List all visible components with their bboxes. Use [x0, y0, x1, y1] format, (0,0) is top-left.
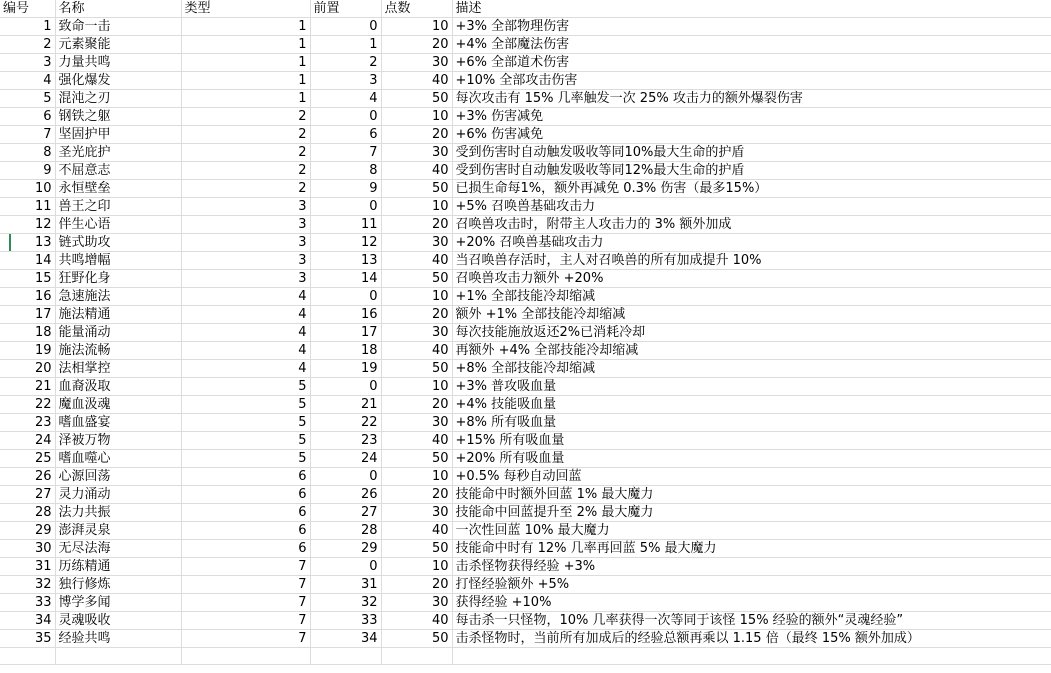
- desc-cell[interactable]: 击杀怪物获得经验 +3%: [452, 558, 1051, 576]
- id-cell[interactable]: 7: [0, 126, 55, 144]
- table-row: [0, 486, 1051, 504]
- points-cell[interactable]: 30: [381, 144, 452, 162]
- desc-cell[interactable]: 召唤兽攻击时，附带主人攻击力的 3% 额外加成: [452, 216, 1051, 234]
- id-cell[interactable]: 2: [0, 36, 55, 54]
- type-cell[interactable]: 2: [181, 144, 310, 162]
- prereq-cell[interactable]: 0: [310, 558, 381, 576]
- points-cell[interactable]: 40: [381, 252, 452, 270]
- table-row: [0, 558, 1051, 576]
- table-row: [0, 18, 1051, 36]
- desc-cell[interactable]: +8% 全部技能冷却缩减: [452, 360, 1051, 378]
- table-row: [0, 504, 1051, 522]
- points-cell[interactable]: 10: [381, 378, 452, 396]
- id-cell[interactable]: 20: [0, 360, 55, 378]
- desc-cell[interactable]: 打怪经验额外 +5%: [452, 576, 1051, 594]
- prereq-cell[interactable]: 0: [310, 468, 381, 486]
- desc-cell[interactable]: +20% 所有吸血量: [452, 450, 1051, 468]
- prereq-cell[interactable]: 12: [310, 234, 381, 252]
- empty-row: [0, 648, 1051, 665]
- prereq-cell[interactable]: 13: [310, 252, 381, 270]
- name-cell[interactable]: 心源回荡: [55, 468, 181, 486]
- table-row: [0, 450, 1051, 468]
- points-cell[interactable]: 10: [381, 198, 452, 216]
- type-cell[interactable]: 5: [181, 432, 310, 450]
- id-cell[interactable]: 14: [0, 252, 55, 270]
- prereq-cell[interactable]: 7: [310, 144, 381, 162]
- table-row: [0, 234, 1051, 252]
- id-cell[interactable]: 22: [0, 396, 55, 414]
- type-cell[interactable]: 1: [181, 36, 310, 54]
- type-cell[interactable]: 3: [181, 234, 310, 252]
- id-cell[interactable]: 26: [0, 468, 55, 486]
- type-cell[interactable]: 7: [181, 558, 310, 576]
- points-cell[interactable]: 30: [381, 414, 452, 432]
- desc-cell[interactable]: +8% 所有吸血量: [452, 414, 1051, 432]
- type-cell[interactable]: 1: [181, 18, 310, 36]
- type-cell[interactable]: 5: [181, 450, 310, 468]
- id-cell[interactable]: 5: [0, 90, 55, 108]
- points-cell[interactable]: 50: [381, 630, 452, 648]
- header-row: [0, 0, 1051, 18]
- id-cell[interactable]: 6: [0, 108, 55, 126]
- table-row: [0, 432, 1051, 450]
- points-cell[interactable]: 10: [381, 288, 452, 306]
- table-row: [0, 360, 1051, 378]
- desc-cell[interactable]: 额外 +1% 全部技能冷却缩减: [452, 306, 1051, 324]
- prereq-cell[interactable]: 24: [310, 450, 381, 468]
- type-cell[interactable]: 2: [181, 108, 310, 126]
- prereq-cell[interactable]: 0: [310, 18, 381, 36]
- prereq-cell[interactable]: 29: [310, 540, 381, 558]
- points-cell[interactable]: 50: [381, 90, 452, 108]
- type-cell[interactable]: 6: [181, 468, 310, 486]
- name-cell[interactable]: 法相掌控: [55, 360, 181, 378]
- prereq-cell[interactable]: 31: [310, 576, 381, 594]
- id-cell[interactable]: 4: [0, 72, 55, 90]
- desc-cell[interactable]: 受到伤害时自动触发吸收等同10%最大生命的护盾: [452, 144, 1051, 162]
- points-cell[interactable]: 20: [381, 486, 452, 504]
- id-cell[interactable]: 33: [0, 594, 55, 612]
- prereq-cell[interactable]: 17: [310, 324, 381, 342]
- table-row: [0, 414, 1051, 432]
- prereq-cell[interactable]: 4: [310, 90, 381, 108]
- points-cell[interactable]: 10: [381, 18, 452, 36]
- type-cell[interactable]: 6: [181, 486, 310, 504]
- table-row: [0, 216, 1051, 234]
- desc-cell[interactable]: +0.5% 每秒自动回蓝: [452, 468, 1051, 486]
- name-cell[interactable]: 泽被万物: [55, 432, 181, 450]
- type-cell[interactable]: 3: [181, 252, 310, 270]
- type-cell[interactable]: 5: [181, 396, 310, 414]
- name-cell[interactable]: 独行修炼: [55, 576, 181, 594]
- table-row: [0, 126, 1051, 144]
- table-row: [0, 594, 1051, 612]
- id-cell[interactable]: 11: [0, 198, 55, 216]
- table-row: [0, 252, 1051, 270]
- points-cell[interactable]: 50: [381, 180, 452, 198]
- desc-cell[interactable]: 每次攻击有 15% 几率触发一次 25% 攻击力的额外爆裂伤害: [452, 90, 1051, 108]
- table-row: [0, 108, 1051, 126]
- name-cell[interactable]: 急速施法: [55, 288, 181, 306]
- desc-cell[interactable]: 技能命中时有 12% 几率再回蓝 5% 最大魔力: [452, 540, 1051, 558]
- desc-cell[interactable]: +15% 所有吸血量: [452, 432, 1051, 450]
- name-cell[interactable]: 法力共振: [55, 504, 181, 522]
- table-row: [0, 540, 1051, 558]
- id-cell[interactable]: 30: [0, 540, 55, 558]
- desc-cell[interactable]: 击杀怪物时，当前所有加成后的经验总额再乘以 1.15 倍（最终 15% 额外加成）: [452, 630, 1051, 648]
- id-cell[interactable]: 34: [0, 612, 55, 630]
- name-cell[interactable]: 施法流畅: [55, 342, 181, 360]
- table-row: [0, 144, 1051, 162]
- table-row: [0, 612, 1051, 630]
- id-cell[interactable]: 18: [0, 324, 55, 342]
- type-cell[interactable]: 7: [181, 594, 310, 612]
- prereq-cell[interactable]: 27: [310, 504, 381, 522]
- prereq-cell[interactable]: 16: [310, 306, 381, 324]
- prereq-cell[interactable]: 0: [310, 198, 381, 216]
- points-cell[interactable]: 20: [381, 126, 452, 144]
- points-cell[interactable]: 10: [381, 468, 452, 486]
- header-cell-points[interactable]: 点数: [381, 0, 452, 18]
- prereq-cell[interactable]: 21: [310, 396, 381, 414]
- desc-cell[interactable]: 受到伤害时自动触发吸收等同12%最大生命的护盾: [452, 162, 1051, 180]
- id-cell[interactable]: 27: [0, 486, 55, 504]
- desc-cell[interactable]: 再额外 +4% 全部技能冷却缩减: [452, 342, 1051, 360]
- id-cell[interactable]: 24: [0, 432, 55, 450]
- name-cell[interactable]: 历练精通: [55, 558, 181, 576]
- points-cell[interactable]: 40: [381, 612, 452, 630]
- id-cell[interactable]: 29: [0, 522, 55, 540]
- prereq-cell[interactable]: 0: [310, 378, 381, 396]
- name-cell[interactable]: 施法精通: [55, 306, 181, 324]
- points-cell[interactable]: 10: [381, 108, 452, 126]
- type-cell[interactable]: 4: [181, 306, 310, 324]
- desc-cell[interactable]: 一次性回蓝 10% 最大魔力: [452, 522, 1051, 540]
- desc-cell[interactable]: +3% 伤害减免: [452, 108, 1051, 126]
- id-cell[interactable]: 16: [0, 288, 55, 306]
- type-cell[interactable]: 4: [181, 324, 310, 342]
- prereq-cell[interactable]: 32: [310, 594, 381, 612]
- name-cell[interactable]: 共鸣增幅: [55, 252, 181, 270]
- type-cell[interactable]: 4: [181, 288, 310, 306]
- prereq-cell[interactable]: 22: [310, 414, 381, 432]
- desc-cell[interactable]: +4% 全部魔法伤害: [452, 36, 1051, 54]
- desc-cell[interactable]: +3% 普攻吸血量: [452, 378, 1051, 396]
- prereq-cell[interactable]: 14: [310, 270, 381, 288]
- id-cell[interactable]: 13: [0, 234, 55, 252]
- prereq-cell[interactable]: 1: [310, 36, 381, 54]
- name-cell[interactable]: 圣光庇护: [55, 144, 181, 162]
- name-cell[interactable]: 坚固护甲: [55, 126, 181, 144]
- points-cell[interactable]: 30: [381, 54, 452, 72]
- name-cell[interactable]: 嗜血盛宴: [55, 414, 181, 432]
- prereq-cell[interactable]: 26: [310, 486, 381, 504]
- points-cell[interactable]: 40: [381, 72, 452, 90]
- desc-cell[interactable]: +1% 全部技能冷却缩减: [452, 288, 1051, 306]
- name-cell[interactable]: 兽王之印: [55, 198, 181, 216]
- name-cell[interactable]: 力量共鸣: [55, 54, 181, 72]
- desc-cell[interactable]: 召唤兽攻击力额外 +20%: [452, 270, 1051, 288]
- header-cell-prereq[interactable]: 前置: [310, 0, 381, 18]
- prereq-cell[interactable]: 18: [310, 342, 381, 360]
- points-cell[interactable]: 20: [381, 576, 452, 594]
- id-cell[interactable]: 19: [0, 342, 55, 360]
- type-cell[interactable]: 1: [181, 72, 310, 90]
- type-cell[interactable]: 6: [181, 504, 310, 522]
- desc-cell[interactable]: 已损生命每1%，额外再减免 0.3% 伤害（最多15%）: [452, 180, 1051, 198]
- table-row: [0, 576, 1051, 594]
- prereq-cell[interactable]: 0: [310, 288, 381, 306]
- desc-cell[interactable]: +4% 技能吸血量: [452, 396, 1051, 414]
- empty-cell[interactable]: [55, 648, 181, 665]
- desc-cell[interactable]: +20% 召唤兽基础攻击力: [452, 234, 1051, 252]
- table-row: [0, 378, 1051, 396]
- prereq-cell[interactable]: 34: [310, 630, 381, 648]
- header-cell-name[interactable]: 名称: [55, 0, 181, 18]
- empty-cell[interactable]: [310, 648, 381, 665]
- id-cell[interactable]: 12: [0, 216, 55, 234]
- prereq-cell[interactable]: 23: [310, 432, 381, 450]
- points-cell[interactable]: 20: [381, 396, 452, 414]
- points-cell[interactable]: 40: [381, 342, 452, 360]
- points-cell[interactable]: 20: [381, 36, 452, 54]
- type-cell[interactable]: 4: [181, 342, 310, 360]
- empty-cell[interactable]: [381, 648, 452, 665]
- desc-cell[interactable]: +5% 召唤兽基础攻击力: [452, 198, 1051, 216]
- id-cell[interactable]: 8: [0, 144, 55, 162]
- name-cell[interactable]: 不屈意志: [55, 162, 181, 180]
- table-row: [0, 306, 1051, 324]
- table-row: [0, 180, 1051, 198]
- name-cell[interactable]: 强化爆发: [55, 72, 181, 90]
- prereq-cell[interactable]: 0: [310, 108, 381, 126]
- table-row: [0, 162, 1051, 180]
- points-cell[interactable]: 20: [381, 216, 452, 234]
- points-cell[interactable]: 30: [381, 324, 452, 342]
- desc-cell[interactable]: +6% 伤害减免: [452, 126, 1051, 144]
- type-cell[interactable]: 7: [181, 576, 310, 594]
- desc-cell[interactable]: 当召唤兽存活时，主人对召唤兽的所有加成提升 10%: [452, 252, 1051, 270]
- name-cell[interactable]: 混沌之刃: [55, 90, 181, 108]
- points-cell[interactable]: 40: [381, 162, 452, 180]
- points-cell[interactable]: 30: [381, 594, 452, 612]
- name-cell[interactable]: 链式助攻: [55, 234, 181, 252]
- prereq-cell[interactable]: 8: [310, 162, 381, 180]
- empty-cell[interactable]: [181, 648, 310, 665]
- points-cell[interactable]: 40: [381, 432, 452, 450]
- id-cell[interactable]: 35: [0, 630, 55, 648]
- type-cell[interactable]: 5: [181, 414, 310, 432]
- id-cell[interactable]: 10: [0, 180, 55, 198]
- name-cell[interactable]: 魔血汲魂: [55, 396, 181, 414]
- empty-cell[interactable]: [0, 648, 55, 665]
- name-cell[interactable]: 澎湃灵泉: [55, 522, 181, 540]
- name-cell[interactable]: 永恒壁垒: [55, 180, 181, 198]
- table-row: [0, 288, 1051, 306]
- type-cell[interactable]: 7: [181, 612, 310, 630]
- type-cell[interactable]: 3: [181, 270, 310, 288]
- table-row: [0, 630, 1051, 648]
- name-cell[interactable]: 灵力涌动: [55, 486, 181, 504]
- type-cell[interactable]: 3: [181, 216, 310, 234]
- id-cell[interactable]: 15: [0, 270, 55, 288]
- desc-cell[interactable]: +10% 全部攻击伤害: [452, 72, 1051, 90]
- desc-cell[interactable]: +6% 全部道术伤害: [452, 54, 1051, 72]
- name-cell[interactable]: 博学多闻: [55, 594, 181, 612]
- desc-cell[interactable]: 技能命中时额外回蓝 1% 最大魔力: [452, 486, 1051, 504]
- type-cell[interactable]: 6: [181, 522, 310, 540]
- id-cell[interactable]: 17: [0, 306, 55, 324]
- id-cell[interactable]: 32: [0, 576, 55, 594]
- type-cell[interactable]: 2: [181, 162, 310, 180]
- table-row: [0, 396, 1051, 414]
- id-cell[interactable]: 9: [0, 162, 55, 180]
- header-cell-type[interactable]: 类型: [181, 0, 310, 18]
- table-row: [0, 324, 1051, 342]
- type-cell[interactable]: 1: [181, 54, 310, 72]
- id-cell[interactable]: 28: [0, 504, 55, 522]
- id-cell[interactable]: 21: [0, 378, 55, 396]
- prereq-cell[interactable]: 11: [310, 216, 381, 234]
- header-cell-id[interactable]: 编号: [0, 0, 55, 18]
- name-cell[interactable]: 钢铁之躯: [55, 108, 181, 126]
- name-cell[interactable]: 灵魂吸收: [55, 612, 181, 630]
- table-row: [0, 72, 1051, 90]
- prereq-cell[interactable]: 9: [310, 180, 381, 198]
- type-cell[interactable]: 3: [181, 198, 310, 216]
- table-row: [0, 270, 1051, 288]
- points-cell[interactable]: 50: [381, 450, 452, 468]
- points-cell[interactable]: 30: [381, 234, 452, 252]
- points-cell[interactable]: 20: [381, 306, 452, 324]
- name-cell[interactable]: 无尽法海: [55, 540, 181, 558]
- table-row: [0, 342, 1051, 360]
- table-row: [0, 522, 1051, 540]
- id-cell[interactable]: 3: [0, 54, 55, 72]
- prereq-cell[interactable]: 3: [310, 72, 381, 90]
- points-cell[interactable]: 30: [381, 504, 452, 522]
- type-cell[interactable]: 6: [181, 540, 310, 558]
- type-cell[interactable]: 7: [181, 630, 310, 648]
- name-cell[interactable]: 嗜血噬心: [55, 450, 181, 468]
- points-cell[interactable]: 40: [381, 522, 452, 540]
- name-cell[interactable]: 元素聚能: [55, 36, 181, 54]
- type-cell[interactable]: 5: [181, 378, 310, 396]
- points-cell[interactable]: 50: [381, 540, 452, 558]
- table-row: [0, 198, 1051, 216]
- table-row: [0, 36, 1051, 54]
- prereq-cell[interactable]: 28: [310, 522, 381, 540]
- id-cell[interactable]: 23: [0, 414, 55, 432]
- id-cell[interactable]: 31: [0, 558, 55, 576]
- desc-cell[interactable]: 每击杀一只怪物，10% 几率获得一次等同于该怪 15% 经验的额外“灵魂经验”: [452, 612, 1051, 630]
- desc-cell[interactable]: 技能命中回蓝提升至 2% 最大魔力: [452, 504, 1051, 522]
- points-cell[interactable]: 50: [381, 360, 452, 378]
- prereq-cell[interactable]: 33: [310, 612, 381, 630]
- id-cell[interactable]: 25: [0, 450, 55, 468]
- desc-cell[interactable]: 获得经验 +10%: [452, 594, 1051, 612]
- type-cell[interactable]: 2: [181, 126, 310, 144]
- type-cell[interactable]: 2: [181, 180, 310, 198]
- name-cell[interactable]: 伴生心语: [55, 216, 181, 234]
- table-row: [0, 90, 1051, 108]
- name-cell[interactable]: 狂野化身: [55, 270, 181, 288]
- points-cell[interactable]: 10: [381, 558, 452, 576]
- prereq-cell[interactable]: 2: [310, 54, 381, 72]
- prereq-cell[interactable]: 19: [310, 360, 381, 378]
- type-cell[interactable]: 1: [181, 90, 310, 108]
- name-cell[interactable]: 经验共鸣: [55, 630, 181, 648]
- desc-cell[interactable]: +3% 全部物理伤害: [452, 18, 1051, 36]
- header-cell-desc[interactable]: 描述: [452, 0, 1051, 18]
- name-cell[interactable]: 致命一击: [55, 18, 181, 36]
- prereq-cell[interactable]: 6: [310, 126, 381, 144]
- id-cell[interactable]: 1: [0, 18, 55, 36]
- table-row: [0, 468, 1051, 486]
- table-row: [0, 54, 1051, 72]
- name-cell[interactable]: 血裔汲取: [55, 378, 181, 396]
- empty-cell[interactable]: [452, 648, 1051, 665]
- points-cell[interactable]: 50: [381, 270, 452, 288]
- type-cell[interactable]: 4: [181, 360, 310, 378]
- desc-cell[interactable]: 每次技能施放返还2%已消耗冷却: [452, 324, 1051, 342]
- name-cell[interactable]: 能量涌动: [55, 324, 181, 342]
